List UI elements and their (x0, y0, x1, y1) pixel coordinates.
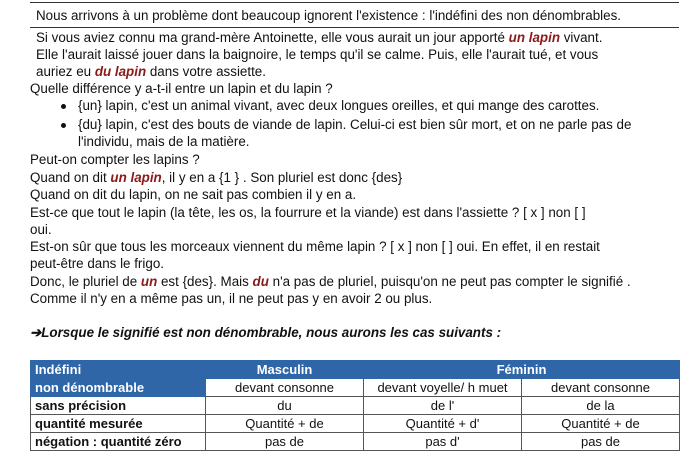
du-lapin-line: Quand on dit du lapin, on ne sait pas combien il y en a. (30, 187, 357, 202)
feminin-header: Féminin (364, 361, 680, 379)
highlight-du-lapin: du lapin (94, 64, 147, 79)
bullet-item-2: {du} lapin, c'est des bouts de viande de lapin. Celui-ci est bien sûr mort, et on ne parle pas de (78, 117, 632, 132)
body-text: Quand on dit (30, 170, 111, 185)
subheader-cell: devant consonne (206, 379, 364, 397)
body-text: Donc, le pluriel de (30, 274, 141, 289)
table-row (31, 397, 680, 415)
intro-underline (30, 27, 679, 28)
highlight-un-lapin: un lapin (110, 170, 162, 185)
highlight-un: un (140, 274, 158, 289)
table-corner-sublabel: non dénombrable (31, 379, 206, 397)
story-text: Si vous aviez connu ma grand-mère Antoinette, elle vous aurait un jour apporté (36, 30, 509, 45)
comme-line: Comme il n'y en a même pas un, il ne peut pas y en avoir 2 ou plus. (30, 291, 433, 306)
top-rule (30, 2, 679, 3)
table-cell: pas de (522, 433, 680, 451)
row-label: quantité mesurée (31, 415, 206, 433)
masculin-header: Masculin (206, 361, 364, 379)
table-cell: pas de (206, 433, 364, 451)
story-text: dans votre assiette. (146, 64, 266, 79)
story-line-1 (36, 30, 602, 46)
row-label: sans précision (31, 397, 206, 415)
highlight-du: du (252, 274, 269, 289)
bullet-dot-icon (61, 123, 66, 128)
table-header-row (31, 361, 680, 379)
story-text: vivant. (560, 30, 603, 45)
body-text: est {des}. Mais (157, 274, 253, 289)
question-text: Quelle différence y a-t-il entre un lapin et du lapin ? (30, 81, 333, 96)
table-row (31, 433, 680, 451)
subheader-cell: devant voyelle/ h muet (364, 379, 522, 397)
intro-text: Nous arrivons à un problème dont beaucoup ignorent l'existence : l'indéfini des non dénombrables. (36, 8, 621, 23)
bullet-item-1: {un} lapin, c'est un animal vivant, avec deux longues oreilles, et qui mange des carottes. (78, 98, 600, 113)
body-text: n'a pas de pluriel, puisqu'on ne peut pas compter le signifié . (268, 274, 631, 289)
donc-line (30, 274, 631, 290)
table-row (31, 415, 680, 433)
un-lapin-line (30, 170, 402, 186)
table-cell: Quantité + de (206, 415, 364, 433)
table-cell: de l' (364, 397, 522, 415)
table-cell: Quantité + d' (364, 415, 522, 433)
count-question: Peut-on compter les lapins ? (30, 152, 200, 167)
story-line-2: Elle l'aurait laissé jouer dans la baignoire, le temps qu'il se calme. Puis, elle l'aurait tué, et vous (36, 47, 599, 62)
meme-lapin-question: Est-on sûr que tous les morceaux viennent du même lapin ? [ x ] non [ ] oui. En effet, il en restait (30, 239, 600, 254)
frigo-line: peut-être dans le frigo. (30, 256, 164, 271)
table-cell: de la (522, 397, 680, 415)
story-text: auriez eu (36, 64, 95, 79)
bullet-item-2-cont: l'individu, mais de la matière. (78, 134, 250, 149)
table-cell: du (206, 397, 364, 415)
assiette-answer: oui. (30, 222, 52, 237)
section-heading: ➔Lorsque le signifié est non dénombrable, nous aurons les cas suivants : (30, 325, 502, 340)
table-subheader-row (31, 379, 680, 397)
row-label: négation : quantité zéro (31, 433, 206, 451)
assiette-question: Est-ce que tout le lapin (la tête, les os, la fourrure et la viande) est dans l'assiette ? [ x ] non [ ] (30, 205, 586, 220)
table-corner-label: Indéfini (31, 361, 206, 379)
highlight-un-lapin: un lapin (508, 30, 560, 45)
table-cell: Quantité + de (522, 415, 680, 433)
story-line-3 (36, 64, 266, 80)
bullet-dot-icon (61, 104, 66, 109)
table-cell: pas d' (364, 433, 522, 451)
indefini-table (30, 360, 680, 451)
subheader-cell: devant consonne (522, 379, 680, 397)
body-text: , il y en a {1 } . Son pluriel est donc {des} (161, 170, 403, 185)
